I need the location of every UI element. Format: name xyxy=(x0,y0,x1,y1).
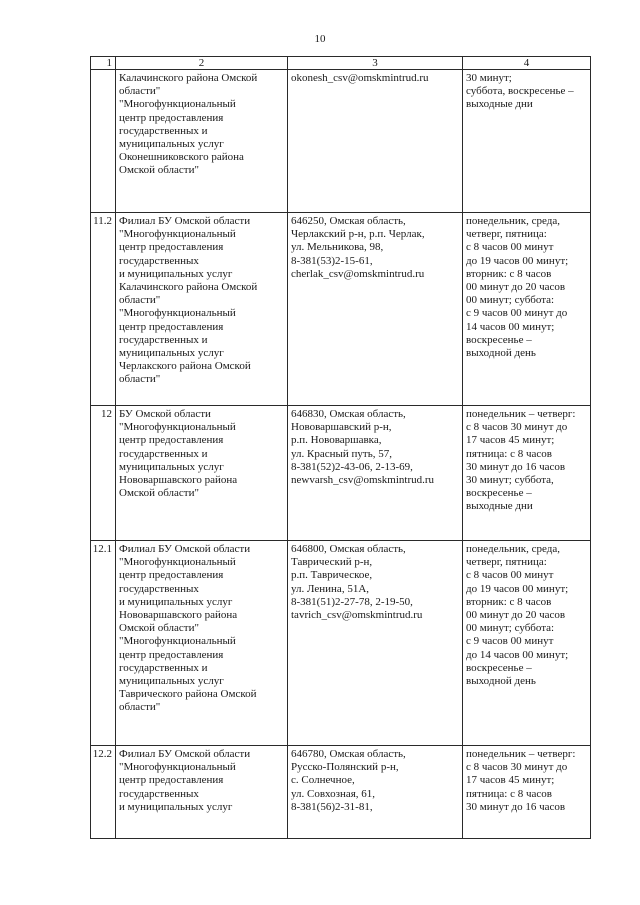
organization-name-line: муниципальных услуг xyxy=(119,347,224,360)
contact-address-line: 8-381(53)2-15-61, xyxy=(291,254,373,267)
column-header-2: 2 xyxy=(116,57,288,70)
contact-address-line: Черлакский р-н, р.п. Черлак, xyxy=(291,228,425,241)
contact-address-line: ул. Мельникова, 98, xyxy=(291,241,384,254)
working-hours-line: выходные дни xyxy=(466,98,533,111)
organization-name-line: "Многофункциональный xyxy=(119,307,236,320)
contact-address-line: 8-381(56)2-31-81, xyxy=(291,800,373,813)
working-hours-line: 17 часов 45 минут; xyxy=(466,434,555,447)
working-hours-line: 00 минут; суббота: xyxy=(466,622,555,635)
working-hours-line: 00 минут до 20 часов xyxy=(466,281,566,294)
working-hours-line: понедельник, среда, xyxy=(466,543,560,555)
organization-name-line: области" xyxy=(119,701,161,714)
contact-address-line: ул. Красный путь, 57, xyxy=(291,447,392,460)
working-hours-line: 17 часов 45 минут; xyxy=(466,774,555,787)
working-hours-line: выходной день xyxy=(466,675,536,688)
working-hours-line: воскресенье – xyxy=(466,333,532,346)
table-row xyxy=(91,406,591,541)
organization-name-line: центр предоставления xyxy=(119,320,224,333)
contact-address-line: okonesh_csv@omskmintrud.ru xyxy=(291,72,429,84)
organization-name-cell xyxy=(116,406,288,541)
organization-name-line: "Многофункциональный xyxy=(119,635,236,648)
organization-name-line: Калачинского района Омской xyxy=(119,72,258,84)
organization-name-line: Таврического района Омской xyxy=(119,688,257,701)
working-hours-line: 14 часов 00 минут; xyxy=(466,320,555,333)
working-hours-line: четверг, пятница: xyxy=(466,556,547,569)
working-hours-line: понедельник – четверг: xyxy=(466,408,576,420)
table-row xyxy=(91,746,591,839)
table-header-row xyxy=(91,57,591,70)
working-hours-line: до 19 часов 00 минут; xyxy=(466,254,569,267)
working-hours-line: понедельник – четверг: xyxy=(466,748,576,760)
contact-address-line: 646800, Омская область, xyxy=(291,543,406,555)
organization-name-line: центр предоставления xyxy=(119,569,224,582)
working-hours-line: до 14 часов 00 минут; xyxy=(466,648,569,661)
table-body xyxy=(91,70,591,839)
working-hours-line: с 9 часов 00 минут xyxy=(466,635,554,648)
working-hours-line: воскресенье – xyxy=(466,487,532,500)
organization-name-line: и муниципальных услуг xyxy=(119,800,233,813)
organization-name-line: "Многофункциональный xyxy=(119,556,236,569)
contact-address-line: 8-381(52)2-43-06, 2-13-69, xyxy=(291,460,413,473)
organization-name-line: Филиал БУ Омской области xyxy=(119,215,251,227)
organization-name-line: государственных xyxy=(119,254,199,267)
working-hours-line: 30 минут до 16 часов xyxy=(466,800,566,813)
organization-name-line: Омской области" xyxy=(119,622,199,635)
contact-address-line: tavrich_csv@omskmintrud.ru xyxy=(291,609,423,622)
organization-name-line: муниципальных услуг xyxy=(119,675,224,688)
working-hours-line: четверг, пятница: xyxy=(466,228,547,241)
organization-name-cell xyxy=(116,213,288,406)
organization-name-line: Черлакского района Омской xyxy=(119,360,251,373)
organization-name-line: муниципальных услуг xyxy=(119,138,224,151)
row-number: 12.1 xyxy=(91,541,116,746)
working-hours-line: с 8 часов 00 минут xyxy=(466,241,554,254)
column-header-4: 4 xyxy=(463,57,591,70)
table-row xyxy=(91,541,591,746)
working-hours-line: вторник: с 8 часов xyxy=(466,595,552,608)
organization-name-cell xyxy=(116,746,288,839)
contact-address-line: с. Солнечное, xyxy=(291,774,355,787)
column-header-1: 1 xyxy=(91,57,116,70)
organization-name-line: государственных и xyxy=(119,124,208,137)
working-hours-line: с 9 часов 00 минут до xyxy=(466,307,568,320)
working-hours-line: 30 минут до 16 часов xyxy=(466,460,566,473)
organization-name-line: Нововаршавского района xyxy=(119,609,238,622)
working-hours-line: выходной день xyxy=(466,347,536,360)
organization-name-line: Калачинского района Омской xyxy=(119,281,258,294)
table-row xyxy=(91,70,591,213)
organization-name-line: государственных xyxy=(119,787,199,800)
organization-name-line: центр предоставления xyxy=(119,241,224,254)
organization-name-line: муниципальных услуг xyxy=(119,460,224,473)
organization-name-line: области" xyxy=(119,85,161,98)
organization-name-cell xyxy=(116,541,288,746)
row-number xyxy=(91,70,116,213)
organization-name-line: центр предоставления xyxy=(119,774,224,787)
working-hours-cell xyxy=(463,406,591,541)
working-hours-line: 30 минут; суббота, xyxy=(466,474,554,487)
organization-name-line: Омской области" xyxy=(119,164,199,177)
organization-name-line: БУ Омской области xyxy=(119,408,211,420)
organization-name-line: Филиал БУ Омской области xyxy=(119,543,251,555)
organization-name-line: области" xyxy=(119,294,161,307)
contact-address-line: ул. Ленина, 51А, xyxy=(291,582,370,595)
working-hours-line: 30 минут; xyxy=(466,72,512,84)
organization-name-line: Нововаршавского района xyxy=(119,474,238,487)
organization-name-line: государственных xyxy=(119,582,199,595)
working-hours-line: воскресенье – xyxy=(466,661,532,674)
working-hours-line: до 19 часов 00 минут; xyxy=(466,582,569,595)
working-hours-cell xyxy=(463,213,591,406)
organization-name-line: Филиал БУ Омской области xyxy=(119,748,251,760)
organization-name-line: Омской области" xyxy=(119,487,199,500)
organization-name-line: государственных и xyxy=(119,661,208,674)
organization-name-line: государственных и xyxy=(119,447,208,460)
contact-address-cell xyxy=(288,541,463,746)
page-number: 10 xyxy=(314,33,326,45)
contact-address-line: Нововаршавский р-н, xyxy=(291,421,392,434)
organization-name-line: Оконешниковского района xyxy=(119,151,244,164)
organization-name-line: центр предоставления xyxy=(119,111,224,124)
working-hours-line: 00 минут до 20 часов xyxy=(466,609,566,622)
row-number: 12.2 xyxy=(91,746,116,839)
organization-name-line: центр предоставления xyxy=(119,648,224,661)
organization-name-cell xyxy=(116,70,288,213)
working-hours-line: пятница: с 8 часов xyxy=(466,787,552,800)
contact-address-line: р.п. Нововаршавка, xyxy=(291,434,382,447)
contact-address-cell xyxy=(288,746,463,839)
contact-address-line: ул. Совхозная, 61, xyxy=(291,787,376,800)
row-number: 11.2 xyxy=(91,213,116,406)
organization-name-line: "Многофункциональный xyxy=(119,421,236,434)
row-number: 12 xyxy=(91,406,116,541)
contact-address-line: Таврический р-н, xyxy=(291,556,373,569)
contact-address-line: newvarsh_csv@omskmintrud.ru xyxy=(291,474,435,487)
organization-name-line: "Многофункциональный xyxy=(119,228,236,241)
contact-address-cell xyxy=(288,213,463,406)
contact-address-line: 646830, Омская область, xyxy=(291,408,406,420)
contact-address-line: 8-381(51)2-27-78, 2-19-50, xyxy=(291,595,413,608)
contact-address-cell xyxy=(288,70,463,213)
working-hours-cell xyxy=(463,541,591,746)
working-hours-line: вторник: с 8 часов xyxy=(466,267,552,280)
working-hours-line: понедельник, среда, xyxy=(466,215,560,227)
contact-address-line: Русско-Полянский р-н, xyxy=(291,761,399,774)
working-hours-cell xyxy=(463,746,591,839)
contact-address-line: 646780, Омская область, xyxy=(291,748,406,760)
contact-address-cell xyxy=(288,406,463,541)
contact-address-line: р.п. Таврическое, xyxy=(291,569,373,582)
working-hours-line: 00 минут; суббота: xyxy=(466,294,555,307)
organization-name-line: государственных и xyxy=(119,333,208,346)
organization-name-line: и муниципальных услуг xyxy=(119,267,233,280)
organization-name-line: "Многофункциональный xyxy=(119,98,236,111)
contact-address-line: cherlak_csv@omskmintrud.ru xyxy=(291,267,425,280)
organization-name-line: и муниципальных услуг xyxy=(119,595,233,608)
organization-name-line: центр предоставления xyxy=(119,434,224,447)
table-row xyxy=(91,213,591,406)
working-hours-line: с 8 часов 30 минут до xyxy=(466,421,568,434)
organization-name-line: области" xyxy=(119,373,161,386)
service-centers-table xyxy=(90,56,591,839)
organization-name-line: "Многофункциональный xyxy=(119,761,236,774)
working-hours-line: с 8 часов 00 минут xyxy=(466,569,554,582)
column-header-3: 3 xyxy=(288,57,463,70)
working-hours-line: суббота, воскресенье – xyxy=(466,85,574,98)
working-hours-line: выходные дни xyxy=(466,500,533,513)
contact-address-line: 646250, Омская область, xyxy=(291,215,406,227)
working-hours-line: с 8 часов 30 минут до xyxy=(466,761,568,774)
working-hours-cell xyxy=(463,70,591,213)
working-hours-line: пятница: с 8 часов xyxy=(466,447,552,460)
